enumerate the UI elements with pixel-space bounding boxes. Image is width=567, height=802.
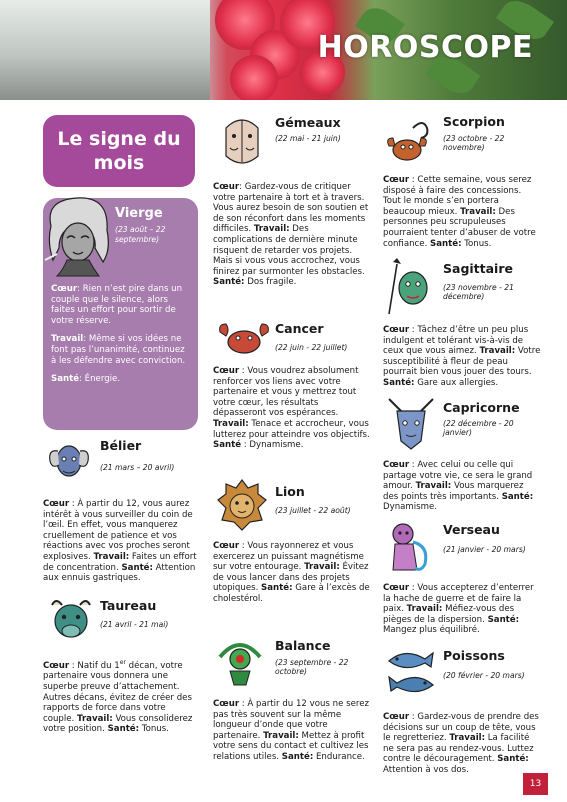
sign-dates: (23 novembre - 21 décembre)	[443, 283, 514, 301]
sign-name: Scorpion	[443, 114, 505, 129]
sign-dates: (21 avril - 21 mai)	[100, 620, 169, 629]
sagittarius-icon	[383, 258, 435, 318]
flower-image	[230, 55, 278, 100]
sign-text: Cœur : Natif du 1er décan, votre partenaire vous donnera une superbe preuve d’attachement. Autres décans, évitez de créer des rapports de force dans votre couple. Travail: Vous consoliderez votre position. Santé: Tonus.	[43, 659, 193, 735]
sign-text: Cœur : Vous rayonnerez et vous exercerez un puissant magnétisme sur votre entourage. Travail: Évitez de vous lancer dans des projets utopiques. Santé: Gare à l’excès de cholestérol.	[213, 541, 370, 604]
featured-sign-name: Vierge	[115, 206, 163, 221]
cancer-icon	[216, 320, 272, 358]
page-title: HOROSCOPE	[317, 30, 533, 65]
sign-verseau	[383, 518, 541, 643]
sign-dates: (21 janvier - 20 mars)	[443, 545, 526, 554]
sign-scorpion	[383, 112, 541, 257]
sign-text: Cœur : À partir du 12 vous ne serez pas très souvent sur la même longueur d’onde que votre partenaire. Travail: Mettez à profit votre sens du contact et cultivez les relations utiles. Santé: Endurance.	[213, 699, 369, 762]
sky-photo	[0, 0, 210, 100]
header-banner	[0, 0, 567, 100]
sign-belier	[43, 432, 198, 592]
sign-name: Bélier	[100, 438, 142, 453]
sign-text: Cœur : Gardez-vous de prendre des décisions sur un coup de tête, vous le regretteriez. Travail: La facilité ne sera pas au rendez-vous. Luttez contre le découragement. Santé: Attention à vos dos.	[383, 712, 539, 775]
sign-text: Cœur : Avec celui ou celle qui partage votre vie, ce sera le grand amour. Travail: Vous marquerez des points très importants. Santé: Dynamisme.	[383, 460, 534, 513]
sign-sagittaire	[383, 256, 541, 396]
leo-icon	[216, 478, 268, 532]
sign-name: Verseau	[443, 522, 500, 537]
sign-text: Cœur: Gardez-vous de critiquer votre partenaire à tort et à travers. Vous aurez besoin de son soutien et de son réconfort dans les moments difficiles. Travail: Des complications de dernière minute risquent de retarder vos projets. Mais si vous vous accrochez, vous finirez par surmonter les obstacles. Santé: Dos fragile.	[213, 182, 369, 288]
sign-dates: (22 juin - 22 juillet)	[275, 343, 348, 352]
sign-balance	[213, 633, 370, 783]
scorpio-icon	[383, 116, 435, 168]
sign-lion	[213, 478, 370, 628]
featured-sign-box	[43, 198, 198, 430]
sign-name: Sagittaire	[443, 261, 513, 276]
sign-text: Cœur : Vous accepterez d’enterrer la hache de guerre et de faire la paix. Travail: Méfiez-vous des pièges de la dispersion. Santé: Mangez plus équilibré.	[383, 583, 534, 636]
sign-name: Cancer	[275, 321, 324, 336]
sign-dates: (23 octobre - 22 novembre)	[443, 134, 505, 152]
featured-sign-text: Cœur: Rien n’est pire dans un couple que le silence, alors faites un effort pour sortir de votre réserve. Travail: Même si vos idées ne font pas l’unanimité, continuez à les défendre avec conviction. Santé: Énergie.	[51, 284, 186, 385]
pisces-icon	[385, 647, 437, 699]
libra-icon	[216, 635, 264, 689]
sign-name: Taureau	[100, 598, 157, 613]
sign-dates: (21 mars – 20 avril)	[100, 463, 175, 472]
sign-name: Capricorne	[443, 400, 520, 415]
sign-dates: (22 décembre - 20 janvier)	[443, 419, 514, 437]
gemini-icon	[218, 114, 266, 170]
aquarius-icon	[385, 520, 435, 576]
sign-dates: (22 mai - 21 juin)	[275, 134, 341, 143]
sign-dates: (23 juillet - 22 août)	[275, 506, 351, 515]
sign-name: Lion	[275, 484, 305, 499]
sign-capricorne	[383, 393, 541, 513]
page-number: 13	[523, 773, 548, 795]
virgo-icon	[37, 190, 117, 278]
sign-taureau	[43, 593, 198, 738]
sign-text: Cœur : Cette semaine, vous serez disposé à faire des concessions. Tout le monde s’en portera beaucoup mieux. Travail: Des personnes peu scrupuleuses pourraient tenter d’abuser de votre confiance. Santé: Tonus.	[383, 175, 536, 249]
sign-cancer	[213, 316, 370, 476]
aries-icon	[46, 437, 92, 479]
sign-poissons	[383, 645, 541, 775]
sign-text: Cœur : Vous voudrez absolument renforcer vos liens avec votre partenaire et vous y mettrez tout votre cœur, les résultats dépasseront vos espérances. Travail: Tenace et accrocheur, vous lutterez pour atteindre vos objectifs. Santé : Dynamisme.	[213, 366, 370, 451]
sign-name: Balance	[275, 638, 331, 653]
taurus-icon	[46, 595, 96, 643]
sign-name: Gémeaux	[275, 115, 341, 130]
sign-name: Poissons	[443, 648, 505, 663]
sign-dates: (23 septembre - 22 octobre)	[275, 658, 349, 676]
sign-text: Cœur : Tâchez d’être un peu plus indulgent et tolérant vis-à-vis de ceux que vous aimez. Travail: Votre susceptibilité à fleur de peau pourrait bien vous jouer des tours. Santé: Gare aux allergies.	[383, 325, 541, 388]
featured-sign-dates: (23 août – 22 septembre)	[115, 225, 166, 244]
sign-gemeaux	[213, 112, 370, 312]
sign-text: Cœur : À partir du 12, vous aurez intérêt à vous surveiller du coin de l’œil. En effet, vous manquerez cruellement de patience et vos réactions avec vos proches seront explosives. Travail: Faites un effort de concentration. Santé: Attention aux ennuis gastriques.	[43, 499, 197, 584]
sign-of-month-heading: Le signe du mois	[43, 115, 195, 187]
sign-dates: (20 février - 20 mars)	[443, 671, 525, 680]
capricorn-icon	[383, 395, 439, 451]
